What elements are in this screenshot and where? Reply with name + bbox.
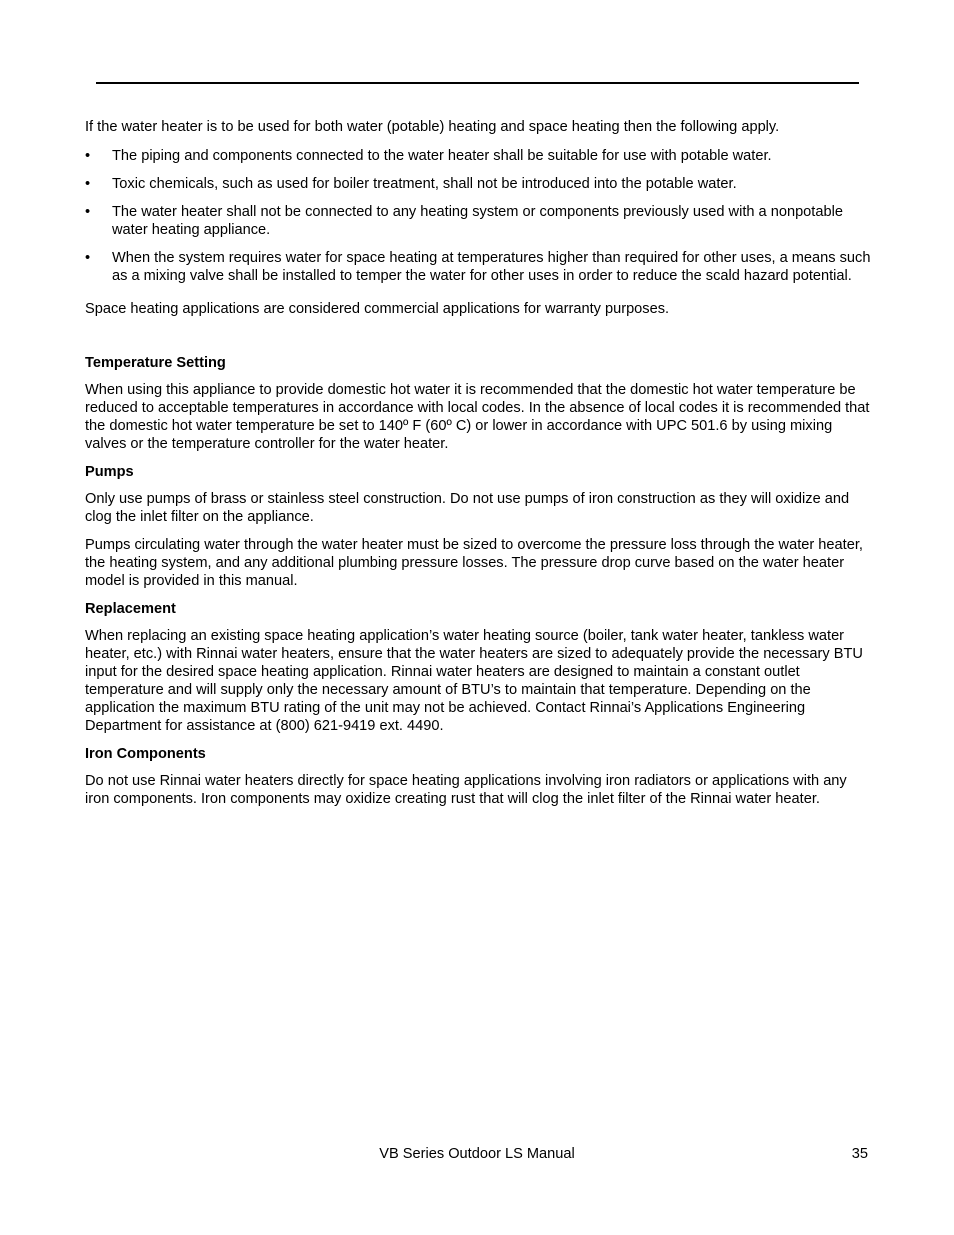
bullet-icon: • — [85, 250, 91, 266]
intro-paragraph: If the water heater is to be used for both water (potable) heating and space heating then the following apply. — [85, 119, 780, 135]
list-item-text: The piping and components connected to the water heater shall be suitable for use with potable water. — [112, 148, 772, 164]
pumps-paragraph-1: Only use pumps of brass or stainless steel construction. Do not use pumps of iron construction as they will oxidize and clog the inlet filter on the appliance. — [85, 491, 850, 525]
header-rule — [96, 82, 859, 84]
requirements-list — [85, 147, 875, 285]
list-item — [85, 175, 875, 193]
document-body — [85, 118, 875, 808]
list-item-text: The water heater shall not be connected to any heating system or components previously used with a nonpotable water heating appliance. — [112, 204, 843, 238]
replacement-paragraph: When replacing an existing space heating application’s water heating source (boiler, tank water heater, tankless water heater, etc.) with Rinnai water heaters, ensure that the water heaters are sized to adequately provide the necessary BTU input for the desired space heating application. Rinnai water heaters are designed to maintain a constant outlet temperature and will supply only the necessary amount of BTU’s to maintain that temperature. Depending on the application the maximum BTU rating of the unit may not be achieved. Contact Rinnai’s Applications Engineering Department for assistance at (800) 621-9419 ext. 4490. — [85, 628, 863, 734]
pumps-paragraph-2: Pumps circulating water through the water heater must be sized to overcome the pressure loss through the water heater, the heating system, and any additional plumbing pressure losses. The pressure drop curve based on the water heater model is provided in this manual. — [85, 537, 863, 589]
list-item — [85, 147, 875, 165]
list-item-text: Toxic chemicals, such as used for boiler treatment, shall not be introduced into the potable water. — [112, 176, 737, 192]
list-item-text: When the system requires water for space heating at temperatures higher than required for other uses, a means such as a mixing valve shall be installed to temper the water for other uses in order to reduce the scald hazard potential. — [112, 250, 871, 284]
heading-temperature-setting: Temperature Setting — [85, 355, 226, 371]
footer-page-number: 35 — [851, 1146, 868, 1162]
heading-replacement: Replacement — [85, 601, 176, 617]
list-item — [85, 203, 875, 239]
heading-pumps: Pumps — [85, 464, 134, 480]
iron-components-paragraph: Do not use Rinnai water heaters directly for space heating applications involving iron radiators or applications with any iron components. Iron components may oxidize creating rust that will clog the inlet filter of the Rinnai water heater. — [85, 773, 847, 807]
warranty-note: Space heating applications are considered commercial applications for warranty purposes. — [85, 301, 670, 317]
bullet-icon: • — [85, 148, 91, 164]
bullet-icon: • — [85, 176, 91, 192]
temperature-setting-paragraph: When using this appliance to provide domestic hot water it is recommended that the domestic hot water temperature be reduced to acceptable temperatures in accordance with local codes. In the absence of local codes it is recommended that the domestic hot water temperature be set to 140º F (60º C) or lower in accordance with UPC 501.6 by using mixing valves or the temperature controller for the water heater. — [85, 382, 870, 452]
list-item — [85, 249, 875, 285]
bullet-icon: • — [85, 204, 91, 220]
footer-manual-title: VB Series Outdoor LS Manual — [379, 1146, 575, 1162]
heading-iron-components: Iron Components — [85, 746, 206, 762]
